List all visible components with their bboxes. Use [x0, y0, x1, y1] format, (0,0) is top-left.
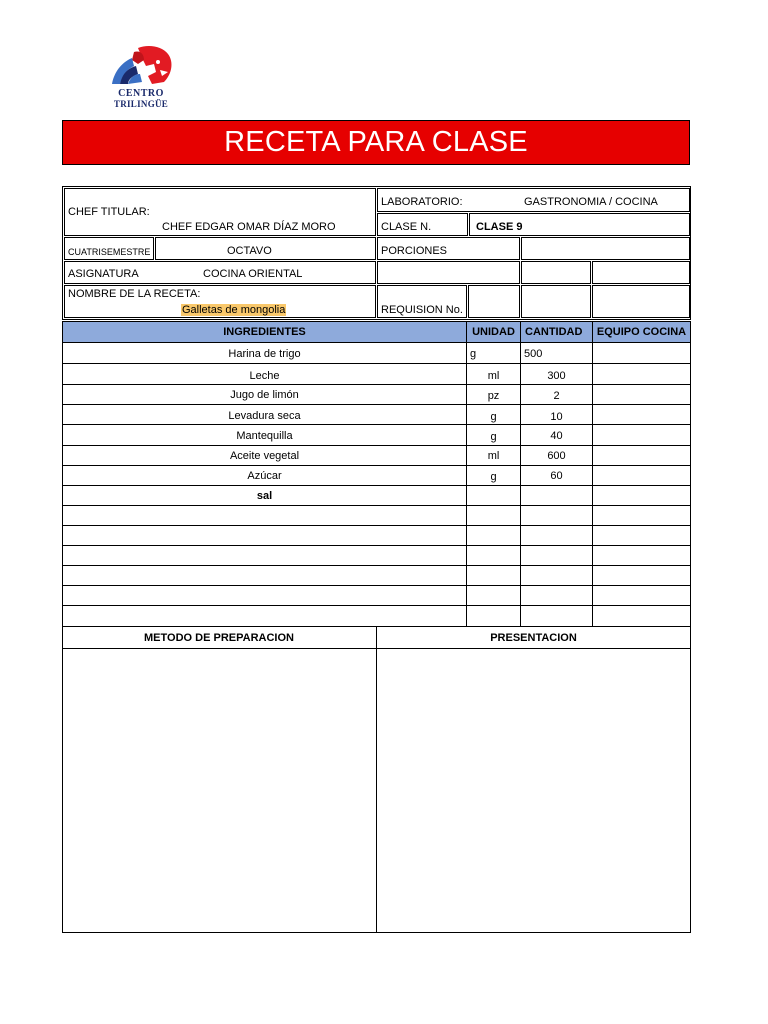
ingredient-quantity: 600	[547, 450, 566, 462]
column-header-equipo-cocina: EQUIPO COCINA	[592, 321, 691, 343]
ingredient-unit: g	[490, 471, 497, 483]
blank-cell[interactable]	[521, 261, 591, 284]
lab-value: GASTRONOMIA / COCINA	[524, 196, 658, 208]
asignatura-value: COCINA ORIENTAL	[203, 268, 303, 280]
column-header-ingredientes: INGREDIENTES	[62, 321, 467, 343]
row-divider	[62, 384, 691, 385]
logo-name-line2: TRILINGÜE	[113, 99, 169, 109]
blank-cell[interactable]	[377, 261, 520, 284]
ingredient-name: Levadura seca	[228, 410, 301, 422]
row-divider	[62, 404, 691, 405]
porciones-value-cell[interactable]	[521, 237, 690, 260]
row-divider	[62, 545, 691, 546]
receta-value: Galletas de mongolia	[182, 304, 286, 316]
clase-label: CLASE N.	[381, 221, 432, 233]
ingredient-name: Harina de trigo	[228, 348, 301, 360]
row-divider	[62, 465, 691, 466]
blank-cell[interactable]	[592, 285, 690, 318]
ingredient-name: sal	[256, 490, 273, 502]
metodo-label: METODO DE PREPARACION	[144, 632, 294, 644]
row-divider	[62, 485, 691, 486]
cuatri-label: CUATRISEMESTRE	[68, 247, 151, 257]
row-divider	[62, 363, 691, 364]
ingredient-name: Leche	[249, 370, 280, 382]
ingredient-name: Jugo de limón	[230, 389, 299, 401]
ingredient-unit: g	[490, 411, 497, 423]
receta-label: NOMBRE DE LA RECETA:	[68, 288, 201, 300]
blank-cell[interactable]	[592, 261, 690, 284]
ingredient-quantity: 300	[547, 370, 566, 382]
column-header-cantidad: CANTIDAD	[520, 321, 593, 343]
ingredient-unit: ml	[487, 450, 500, 462]
ingredient-quantity: 10	[550, 411, 563, 423]
ingredient-unit: pz	[487, 390, 500, 402]
logo-name-line1: CENTRO	[118, 88, 164, 99]
column-header-unidad: UNIDAD	[466, 321, 521, 343]
row-divider	[62, 445, 691, 446]
cuatri-value: OCTAVO	[227, 245, 272, 257]
ingredient-unit: ml	[487, 370, 500, 382]
metodo-area[interactable]	[63, 649, 375, 932]
ingredient-name: Azúcar	[247, 470, 282, 482]
requisicion-label: REQUISION No.	[381, 304, 463, 316]
ingredient-quantity: 2	[553, 390, 560, 402]
row-divider	[62, 505, 691, 506]
lion-head-logo-icon	[104, 44, 178, 90]
presentacion-area[interactable]	[377, 649, 690, 932]
ingredient-unit: g	[470, 348, 477, 360]
ingredient-quantity: 40	[550, 430, 563, 442]
row-divider	[62, 605, 691, 606]
page-title: RECETA PARA CLASE	[62, 120, 690, 165]
chef-value: CHEF EDGAR OMAR DÍAZ MORO	[162, 221, 336, 233]
ingredient-unit: g	[490, 431, 497, 443]
ingredient-name: Aceite vegetal	[229, 450, 300, 462]
ingredient-quantity: 60	[550, 470, 563, 482]
presentacion-label: PRESENTACION	[490, 632, 577, 644]
blank-cell[interactable]	[521, 285, 591, 318]
row-divider	[62, 585, 691, 586]
chef-label: CHEF TITULAR:	[68, 206, 150, 218]
clase-value: CLASE 9	[476, 221, 523, 233]
centro-trilingue-logo	[104, 44, 178, 116]
row-divider	[62, 525, 691, 526]
ingredient-quantity: 500	[524, 348, 543, 360]
ingredient-name: Mantequilla	[236, 430, 293, 442]
asignatura-label: ASIGNATURA	[68, 268, 139, 280]
row-divider	[62, 424, 691, 425]
lab-label: LABORATORIO:	[381, 196, 463, 208]
porciones-label: PORCIONES	[381, 245, 448, 257]
row-divider	[62, 565, 691, 566]
requisicion-value-cell[interactable]	[468, 285, 520, 318]
